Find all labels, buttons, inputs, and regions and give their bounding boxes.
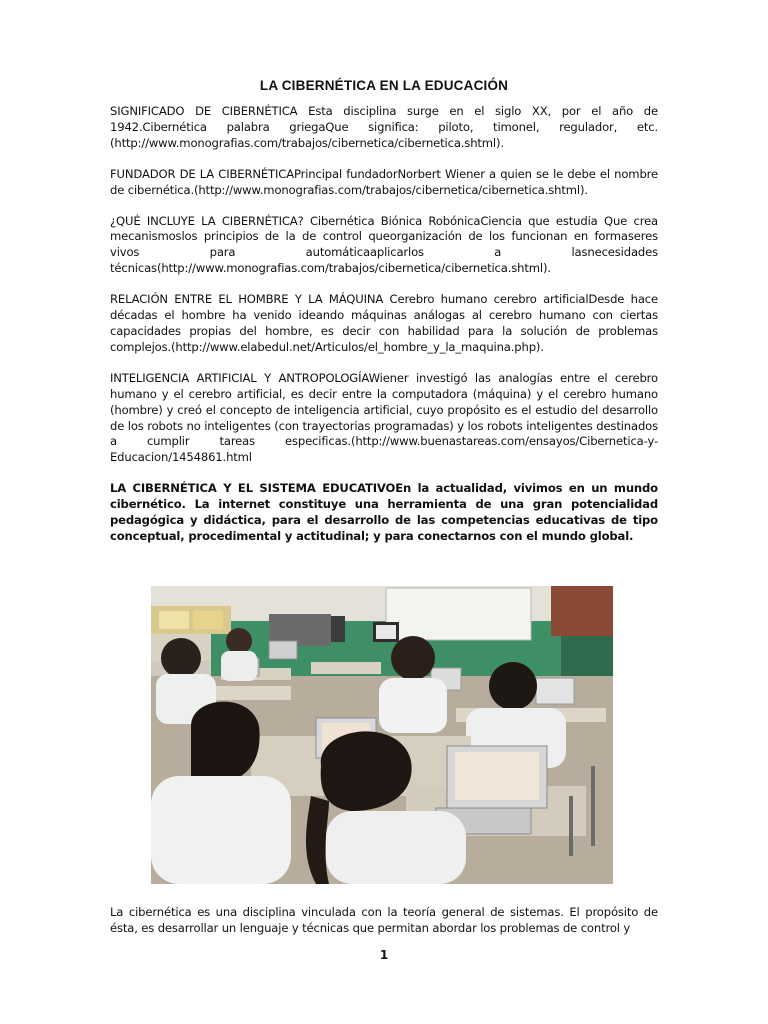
paragraph-heading: RELACIÓN ENTRE EL HOMBRE Y LA MÁQUINA bbox=[110, 292, 384, 307]
paragraph-inteligencia bbox=[110, 371, 658, 466]
paragraph-text: Cerebro humano cerebro artificialDesde hace décadas el hombre ha venido ideando máquinas análogas al cerebro humano con ciertas capacidades propias del hombre, es decir con habilidad para la solución de problemas complejos.(http://www.elabedul.net/Articulos/el_hombre_y_la_maquina.php). bbox=[110, 292, 658, 354]
paragraph-heading: FUNDADOR DE LA CIBERNÉTICA bbox=[110, 166, 294, 181]
paragraph-relacion bbox=[110, 292, 658, 356]
paragraph-heading: INTELIGENCIA ARTIFICIAL Y ANTROPOLOGÍA bbox=[110, 370, 369, 385]
document-title: LA CIBERNÉTICA EN LA EDUCACIÓN bbox=[259, 78, 509, 93]
page-number: 1 bbox=[379, 948, 389, 962]
paragraph-heading: ¿QUÉ INCLUYE LA CIBERNÉTICA? bbox=[110, 213, 304, 228]
paragraph-heading: SIGNIFICADO DE CIBERNÉTICA bbox=[110, 104, 298, 118]
paragraph-text: Cibernética Biónica RobónicaCiencia que estudia Que crea mecanismoslos principios de la de control queorganización de los funcionan en formaseres vivos para automáticaaplicarlos a lasnecesidades técnicas(http://www.monografias.com/trabajos/cibernetica/cibernetica.shtml). bbox=[110, 213, 659, 276]
classroom-photo bbox=[151, 586, 613, 884]
paragraph-que-incluye bbox=[110, 214, 658, 278]
paragraph-closing: La cibernética es una disciplina vinculada con la teoría general de sistemas. El propósito de ésta, es desarrollar un lenguaje y técnicas que permitan abordar los problemas de control y bbox=[110, 904, 658, 935]
document-body bbox=[110, 104, 658, 560]
paragraph-text: Principal fundadorNorbert Wiener a quien se le debe el nombre de cibernética.(http://www.monografias.com/trabajos/cibernetica/cibernetica.shtml). bbox=[110, 166, 658, 197]
paragraph-sistema-educativo: LA CIBERNÉTICA Y EL SISTEMA EDUCATIVOEn la actualidad, vivimos en un mundo cibernético. La internet constituye una herramienta de una gran potencialidad pedagógica y didáctica, para el desarrollo de las competencias educativas de tipo conceptual, procedimental y actitudinal; y para conectarnos con el mundo global. bbox=[110, 481, 658, 543]
classroom-illustration bbox=[151, 586, 613, 884]
paragraph-text: Wiener investigó las analogías entre el cerebro humano y el cerebro artificial, es decir entre la computadora (máquina) y el cerebro humano (hombre) y creó el concepto de inteligencia artificial, cuyo propósito es el estudio del desarrollo de los robots no inteligentes (con trayectorias programadas) y los robots inteligentes destinados a cumplir tareas especificas.(http://www.buenastareas.com/ensayos/Cibernetica-y-Educacion/1454861.html bbox=[110, 370, 658, 465]
paragraph-text: Esta disciplina surge en el siglo XX, por el año de 1942.Cibernética palabra griegaQue significa: piloto, timonel, regulador, etc.(http://www.monografias.com/trabajos/cibernetica/cibernetica.shtml). bbox=[110, 104, 658, 150]
paragraph-fundador bbox=[110, 167, 658, 199]
paragraph-significado bbox=[110, 104, 658, 152]
